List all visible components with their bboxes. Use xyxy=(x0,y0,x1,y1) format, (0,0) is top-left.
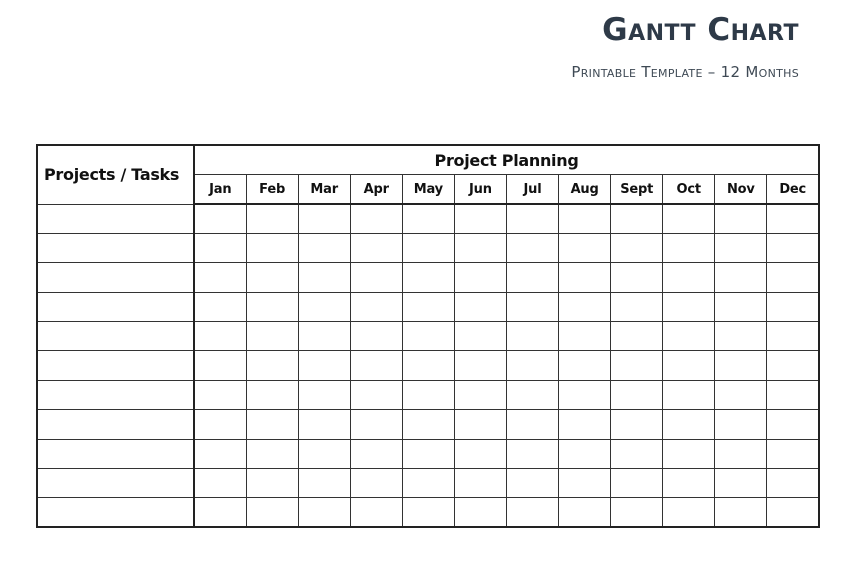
month-cell-aug[interactable] xyxy=(559,322,611,351)
month-cell-may[interactable] xyxy=(402,439,454,468)
month-cell-feb[interactable] xyxy=(246,380,298,409)
month-cell-feb[interactable] xyxy=(246,233,298,262)
month-cell-sept[interactable] xyxy=(611,292,663,321)
month-header-nov: Nov xyxy=(715,175,767,205)
project-planning-header: Project Planning xyxy=(194,145,819,175)
month-cell-apr[interactable] xyxy=(350,292,402,321)
gantt-table-body xyxy=(37,204,819,527)
month-cell-nov[interactable] xyxy=(715,351,767,380)
month-cell-oct[interactable] xyxy=(663,380,715,409)
month-cell-aug[interactable] xyxy=(559,439,611,468)
month-cell-jul[interactable] xyxy=(506,204,558,233)
month-cell-aug[interactable] xyxy=(559,380,611,409)
month-cell-jan[interactable] xyxy=(194,410,246,439)
month-cell-jun[interactable] xyxy=(454,263,506,292)
month-header-dec: Dec xyxy=(767,175,819,205)
month-header-jun: Jun xyxy=(454,175,506,205)
month-cell-oct[interactable] xyxy=(663,351,715,380)
month-cell-sept[interactable] xyxy=(611,469,663,498)
month-cell-nov[interactable] xyxy=(715,410,767,439)
month-cell-jul[interactable] xyxy=(506,410,558,439)
month-cell-jul[interactable] xyxy=(506,498,558,527)
month-cell-nov[interactable] xyxy=(715,233,767,262)
month-cell-nov[interactable] xyxy=(715,292,767,321)
projects-tasks-header: Projects / Tasks xyxy=(37,145,194,204)
month-cell-jun[interactable] xyxy=(454,410,506,439)
month-cell-mar[interactable] xyxy=(298,410,350,439)
month-cell-jul[interactable] xyxy=(506,233,558,262)
month-cell-dec[interactable] xyxy=(767,204,819,233)
table-row xyxy=(37,380,819,409)
task-name-cell[interactable] xyxy=(37,322,194,351)
table-row xyxy=(37,233,819,262)
month-cell-apr[interactable] xyxy=(350,498,402,527)
month-cell-oct[interactable] xyxy=(663,439,715,468)
task-name-cell[interactable] xyxy=(37,263,194,292)
month-cell-feb[interactable] xyxy=(246,322,298,351)
month-cell-oct[interactable] xyxy=(663,263,715,292)
month-cell-sept[interactable] xyxy=(611,410,663,439)
month-cell-jan[interactable] xyxy=(194,204,246,233)
month-cell-feb[interactable] xyxy=(246,439,298,468)
month-cell-feb[interactable] xyxy=(246,351,298,380)
month-cell-jan[interactable] xyxy=(194,292,246,321)
month-cell-feb[interactable] xyxy=(246,292,298,321)
table-row xyxy=(37,469,819,498)
month-cell-apr[interactable] xyxy=(350,351,402,380)
month-cell-apr[interactable] xyxy=(350,469,402,498)
month-cell-jun[interactable] xyxy=(454,380,506,409)
month-cell-apr[interactable] xyxy=(350,322,402,351)
month-cell-feb[interactable] xyxy=(246,498,298,527)
month-header-jan: Jan xyxy=(194,175,246,205)
month-header-oct: Oct xyxy=(663,175,715,205)
month-cell-mar[interactable] xyxy=(298,322,350,351)
month-cell-sept[interactable] xyxy=(611,380,663,409)
month-cell-dec[interactable] xyxy=(767,322,819,351)
task-name-cell[interactable] xyxy=(37,410,194,439)
month-cell-sept[interactable] xyxy=(611,233,663,262)
month-cell-may[interactable] xyxy=(402,263,454,292)
month-cell-jun[interactable] xyxy=(454,469,506,498)
task-name-cell[interactable] xyxy=(37,204,194,233)
month-cell-nov[interactable] xyxy=(715,263,767,292)
month-cell-mar[interactable] xyxy=(298,292,350,321)
month-cell-oct[interactable] xyxy=(663,410,715,439)
table-row xyxy=(37,292,819,321)
month-cell-jan[interactable] xyxy=(194,233,246,262)
month-cell-apr[interactable] xyxy=(350,410,402,439)
month-cell-sept[interactable] xyxy=(611,351,663,380)
month-cell-aug[interactable] xyxy=(559,410,611,439)
month-cell-aug[interactable] xyxy=(559,351,611,380)
month-cell-jun[interactable] xyxy=(454,498,506,527)
month-cell-mar[interactable] xyxy=(298,351,350,380)
month-cell-aug[interactable] xyxy=(559,233,611,262)
month-header-feb: Feb xyxy=(246,175,298,205)
month-cell-apr[interactable] xyxy=(350,439,402,468)
month-cell-jan[interactable] xyxy=(194,322,246,351)
month-cell-jan[interactable] xyxy=(194,351,246,380)
month-cell-jun[interactable] xyxy=(454,233,506,262)
month-cell-sept[interactable] xyxy=(611,263,663,292)
table-row xyxy=(37,322,819,351)
month-cell-feb[interactable] xyxy=(246,204,298,233)
gantt-table-header xyxy=(37,145,819,204)
month-cell-dec[interactable] xyxy=(767,292,819,321)
month-cell-sept[interactable] xyxy=(611,498,663,527)
month-cell-feb[interactable] xyxy=(246,410,298,439)
task-name-cell[interactable] xyxy=(37,380,194,409)
month-cell-dec[interactable] xyxy=(767,410,819,439)
table-row xyxy=(37,351,819,380)
month-cell-jan[interactable] xyxy=(194,263,246,292)
month-cell-aug[interactable] xyxy=(559,292,611,321)
month-cell-mar[interactable] xyxy=(298,204,350,233)
task-name-cell[interactable] xyxy=(37,439,194,468)
month-cell-nov[interactable] xyxy=(715,380,767,409)
month-cell-jul[interactable] xyxy=(506,322,558,351)
month-cell-mar[interactable] xyxy=(298,263,350,292)
month-header-sept: Sept xyxy=(611,175,663,205)
month-cell-dec[interactable] xyxy=(767,439,819,468)
month-cell-apr[interactable] xyxy=(350,233,402,262)
month-cell-oct[interactable] xyxy=(663,204,715,233)
month-header-apr: Apr xyxy=(350,175,402,205)
month-cell-mar[interactable] xyxy=(298,233,350,262)
month-cell-may[interactable] xyxy=(402,351,454,380)
month-cell-jan[interactable] xyxy=(194,498,246,527)
month-cell-jul[interactable] xyxy=(506,380,558,409)
month-cell-jul[interactable] xyxy=(506,469,558,498)
month-cell-aug[interactable] xyxy=(559,204,611,233)
month-header-aug: Aug xyxy=(559,175,611,205)
month-cell-nov[interactable] xyxy=(715,439,767,468)
month-cell-oct[interactable] xyxy=(663,498,715,527)
task-name-cell[interactable] xyxy=(37,469,194,498)
month-cell-aug[interactable] xyxy=(559,469,611,498)
month-cell-may[interactable] xyxy=(402,204,454,233)
task-name-cell[interactable] xyxy=(37,233,194,262)
header-row-top xyxy=(37,145,819,175)
month-cell-nov[interactable] xyxy=(715,469,767,498)
month-cell-oct[interactable] xyxy=(663,469,715,498)
month-cell-apr[interactable] xyxy=(350,380,402,409)
month-cell-jan[interactable] xyxy=(194,380,246,409)
month-cell-mar[interactable] xyxy=(298,380,350,409)
month-cell-may[interactable] xyxy=(402,380,454,409)
month-cell-jun[interactable] xyxy=(454,204,506,233)
month-cell-nov[interactable] xyxy=(715,204,767,233)
month-cell-feb[interactable] xyxy=(246,263,298,292)
month-cell-oct[interactable] xyxy=(663,322,715,351)
task-name-cell[interactable] xyxy=(37,351,194,380)
month-cell-may[interactable] xyxy=(402,410,454,439)
table-row xyxy=(37,498,819,527)
month-cell-jul[interactable] xyxy=(506,439,558,468)
month-cell-mar[interactable] xyxy=(298,469,350,498)
month-cell-sept[interactable] xyxy=(611,322,663,351)
task-name-cell[interactable] xyxy=(37,292,194,321)
month-cell-jul[interactable] xyxy=(506,292,558,321)
table-row xyxy=(37,204,819,233)
month-cell-dec[interactable] xyxy=(767,233,819,262)
month-cell-jun[interactable] xyxy=(454,292,506,321)
month-cell-sept[interactable] xyxy=(611,204,663,233)
table-row xyxy=(37,439,819,468)
month-header-may: May xyxy=(402,175,454,205)
month-cell-feb[interactable] xyxy=(246,469,298,498)
table-row xyxy=(37,263,819,292)
month-cell-nov[interactable] xyxy=(715,498,767,527)
month-cell-apr[interactable] xyxy=(350,204,402,233)
month-cell-jun[interactable] xyxy=(454,439,506,468)
month-cell-mar[interactable] xyxy=(298,439,350,468)
month-cell-may[interactable] xyxy=(402,469,454,498)
month-header-mar: Mar xyxy=(298,175,350,205)
table-row xyxy=(37,410,819,439)
month-cell-mar[interactable] xyxy=(298,498,350,527)
month-cell-aug[interactable] xyxy=(559,263,611,292)
month-cell-jul[interactable] xyxy=(506,351,558,380)
task-name-cell[interactable] xyxy=(37,498,194,527)
month-cell-jun[interactable] xyxy=(454,322,506,351)
month-cell-oct[interactable] xyxy=(663,292,715,321)
month-cell-sept[interactable] xyxy=(611,439,663,468)
month-header-jul: Jul xyxy=(506,175,558,205)
page-title: Gantt Chart xyxy=(602,12,799,48)
month-cell-apr[interactable] xyxy=(350,263,402,292)
month-cell-dec[interactable] xyxy=(767,351,819,380)
month-cell-oct[interactable] xyxy=(663,233,715,262)
month-cell-may[interactable] xyxy=(402,233,454,262)
month-cell-dec[interactable] xyxy=(767,469,819,498)
month-cell-may[interactable] xyxy=(402,292,454,321)
month-cell-may[interactable] xyxy=(402,322,454,351)
month-cell-jan[interactable] xyxy=(194,439,246,468)
month-cell-jan[interactable] xyxy=(194,469,246,498)
month-cell-dec[interactable] xyxy=(767,263,819,292)
page-subtitle: Printable Template – 12 Months xyxy=(571,63,799,81)
month-cell-aug[interactable] xyxy=(559,498,611,527)
gantt-table xyxy=(36,144,820,528)
month-cell-jul[interactable] xyxy=(506,263,558,292)
month-cell-jun[interactable] xyxy=(454,351,506,380)
month-cell-dec[interactable] xyxy=(767,498,819,527)
month-cell-dec[interactable] xyxy=(767,380,819,409)
month-cell-may[interactable] xyxy=(402,498,454,527)
month-cell-nov[interactable] xyxy=(715,322,767,351)
